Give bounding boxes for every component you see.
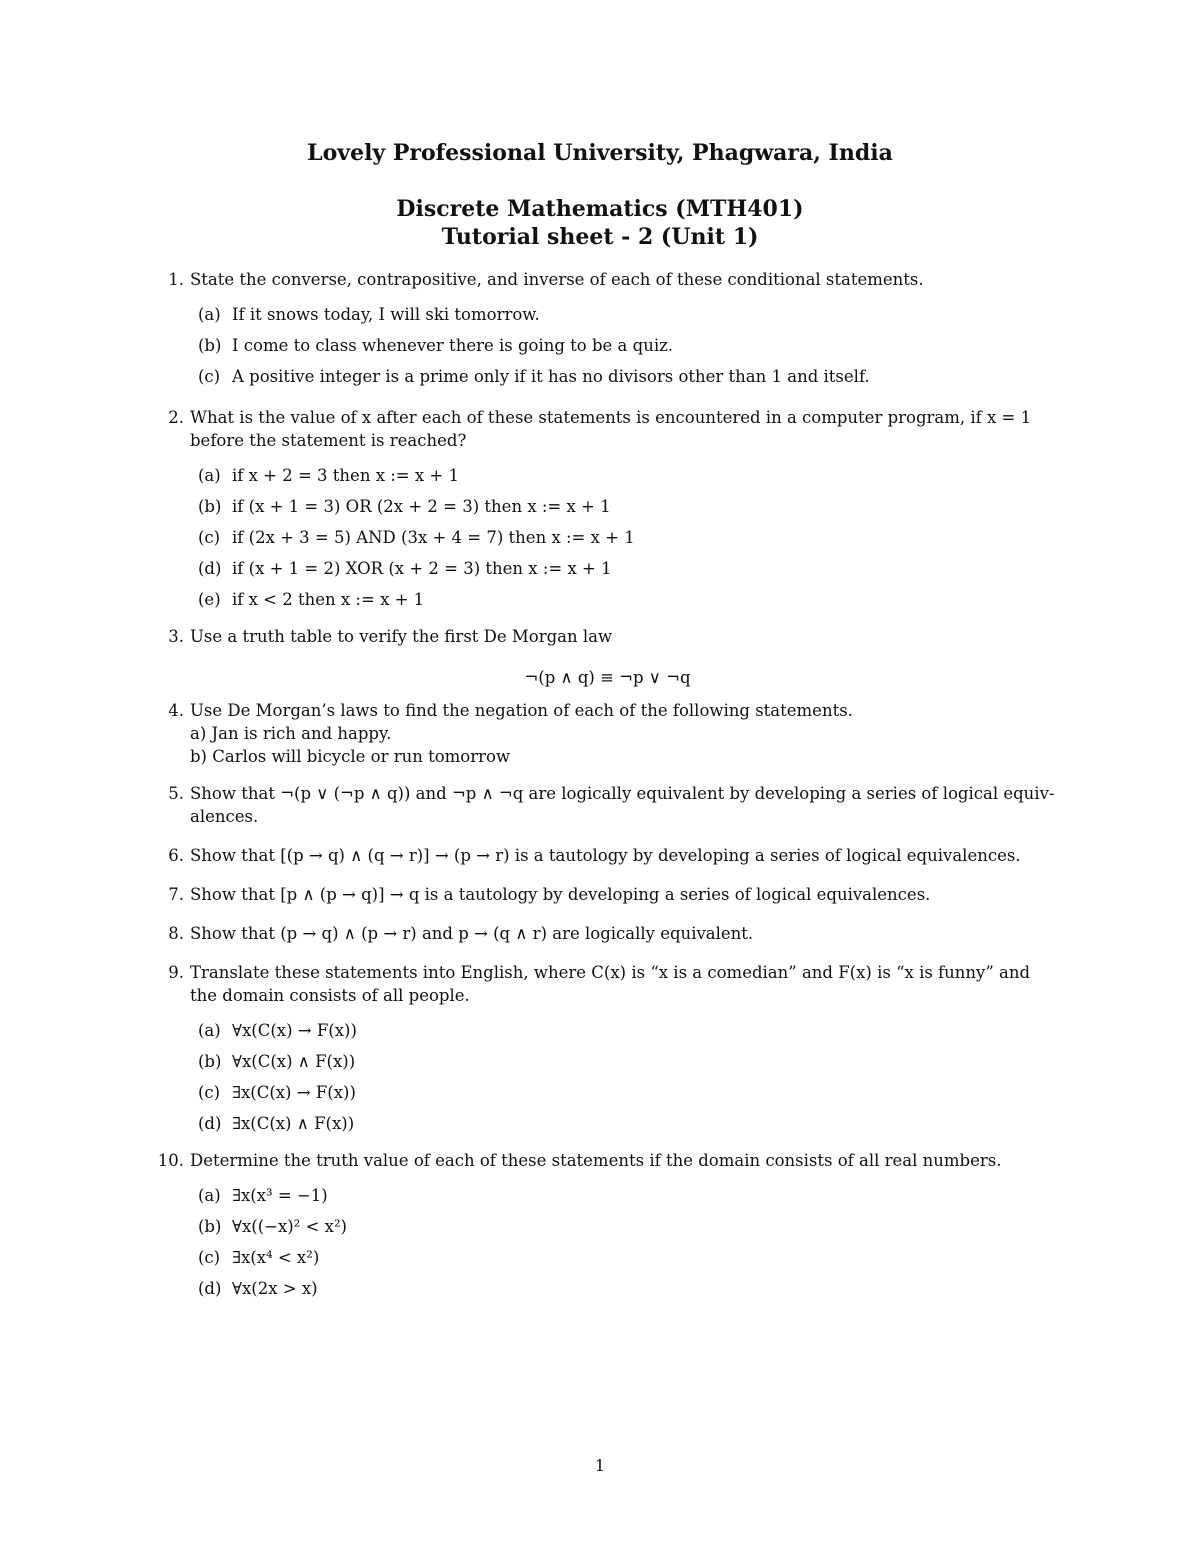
- subquestion-text: ∃x(C(x) → F(x)): [232, 1083, 356, 1102]
- subquestion-text: if x < 2 then x := x + 1: [232, 590, 425, 609]
- formula-display: ¬(p ∧ q) ≡ ¬p ∨ ¬q: [524, 668, 691, 687]
- question-5: [150, 782, 1065, 828]
- question-number: 2.: [168, 408, 184, 427]
- subquestion-text: if (x + 1 = 2) XOR (x + 2 = 3) then x := x + 1: [232, 559, 612, 578]
- question-text-line: Show that [p ∧ (p → q)] → q is a tautology by developing a series of logical equivalences.: [190, 885, 931, 904]
- subquestion: [190, 1050, 1065, 1073]
- question-text-line: What is the value of x after each of these statements is encountered in a computer program, if x = 1: [190, 408, 1032, 427]
- subquestion-label: (c): [198, 1248, 221, 1267]
- subquestion: [190, 1277, 1065, 1300]
- sheet-title: Tutorial sheet - 2 (Unit 1): [441, 224, 759, 250]
- subquestion-list: [190, 1019, 1065, 1135]
- subquestion-label: (e): [198, 590, 221, 609]
- question-list: [150, 268, 1065, 1312]
- subquestion-text: ∃x(C(x) ∧ F(x)): [232, 1114, 355, 1133]
- subquestion-label: (d): [198, 559, 222, 578]
- university-title: Lovely Professional University, Phagwara, India: [307, 140, 893, 166]
- question-text-line: Show that [(p → q) ∧ (q → r)] → (p → r) is a tautology by developing a series of logical equivalences.: [190, 846, 1021, 865]
- subquestion-text: if x + 2 = 3 then x := x + 1: [232, 466, 459, 485]
- question-text-line: Determine the truth value of each of these statements if the domain consists of all real numbers.: [190, 1151, 1002, 1170]
- question-number: 7.: [168, 885, 184, 904]
- subquestion-text: ∀x(C(x) ∧ F(x)): [232, 1052, 356, 1071]
- question-4: [150, 699, 1065, 768]
- question-text-line: State the converse, contrapositive, and inverse of each of these conditional statements.: [190, 270, 924, 289]
- subquestion: [190, 464, 1065, 487]
- question-8: [150, 922, 1065, 945]
- subquestion-text: if (2x + 3 = 5) AND (3x + 4 = 7) then x := x + 1: [232, 528, 635, 547]
- question-number: 3.: [168, 627, 184, 646]
- subquestion: [190, 526, 1065, 549]
- subquestion-label: (c): [198, 367, 221, 386]
- subquestion-label: (a): [198, 305, 221, 324]
- question-7: [150, 883, 1065, 906]
- question-number: 8.: [168, 924, 184, 943]
- question-text-line: Use De Morgan’s laws to find the negation of each of the following statements.: [190, 701, 853, 720]
- subquestion: [190, 1215, 1065, 1238]
- subquestion: [190, 495, 1065, 518]
- subquestion-label: (b): [198, 1217, 222, 1236]
- question-number: 10.: [157, 1151, 184, 1170]
- subquestion-text: A positive integer is a prime only if it has no divisors other than 1 and itself.: [232, 367, 870, 386]
- subquestion-label: (b): [198, 497, 222, 516]
- subquestion: [190, 588, 1065, 611]
- question-number: 9.: [168, 963, 184, 982]
- subquestion-list: [190, 464, 1065, 611]
- subquestion-text: ∃x(x⁴ < x²): [232, 1248, 320, 1267]
- subquestion: [190, 1112, 1065, 1135]
- subquestion: [190, 1246, 1065, 1269]
- subquestion-text: if (x + 1 = 3) OR (2x + 2 = 3) then x := x + 1: [232, 497, 611, 516]
- subquestion: [190, 557, 1065, 580]
- subquestion-label: (c): [198, 1083, 221, 1102]
- subquestion: [190, 1019, 1065, 1042]
- question-text-line: the domain consists of all people.: [190, 986, 470, 1005]
- subquestion: [190, 365, 1065, 388]
- question-text-line: Show that (p → q) ∧ (p → r) and p → (q ∧ r) are logically equivalent.: [190, 924, 754, 943]
- question-number: 1.: [168, 270, 184, 289]
- subquestion-text: ∀x((−x)² < x²): [232, 1217, 347, 1236]
- subquestion-label: (b): [198, 336, 222, 355]
- question-text-line: a) Jan is rich and happy.: [190, 724, 392, 743]
- subquestion-list: [190, 1184, 1065, 1300]
- subquestion: [190, 1184, 1065, 1207]
- subquestion-list: [190, 303, 1065, 388]
- subquestion-label: (a): [198, 1186, 221, 1205]
- question-10: [150, 1149, 1065, 1300]
- subquestion: [190, 334, 1065, 357]
- course-title: Discrete Mathematics (MTH401): [396, 196, 804, 222]
- subquestion-label: (a): [198, 466, 221, 485]
- question-number: 6.: [168, 846, 184, 865]
- question-number: 4.: [168, 701, 184, 720]
- subquestion-text: If it snows today, I will ski tomorrow.: [232, 305, 540, 324]
- question-text-line: before the statement is reached?: [190, 431, 467, 450]
- question-text-line: Translate these statements into English, where C(x) is “x is a comedian” and F(x) is “x is funny” and: [190, 963, 1031, 982]
- question-text-line: b) Carlos will bicycle or run tomorrow: [190, 747, 511, 766]
- subquestion-label: (c): [198, 528, 221, 547]
- question-1: [150, 268, 1065, 388]
- subquestion-label: (a): [198, 1021, 221, 1040]
- subquestion-label: (b): [198, 1052, 222, 1071]
- subquestion-label: (d): [198, 1279, 222, 1298]
- question-text-line: alences.: [190, 807, 259, 826]
- question-6: [150, 844, 1065, 867]
- question-9: [150, 961, 1065, 1135]
- question-number: 5.: [168, 784, 184, 803]
- subquestion-text: ∃x(x³ = −1): [232, 1186, 328, 1205]
- subquestion-text: I come to class whenever there is going to be a quiz.: [232, 336, 674, 355]
- subquestion: [190, 303, 1065, 326]
- subquestion-text: ∀x(C(x) → F(x)): [232, 1021, 357, 1040]
- question-3: [150, 625, 1065, 689]
- subquestion-text: ∀x(2x > x): [232, 1279, 318, 1298]
- page-number: 1: [594, 1456, 606, 1475]
- question-text-line: Use a truth table to verify the first De Morgan law: [190, 627, 613, 646]
- subquestion: [190, 1081, 1065, 1104]
- question-2: [150, 406, 1065, 611]
- subquestion-label: (d): [198, 1114, 222, 1133]
- question-text-line: Show that ¬(p ∨ (¬p ∧ q)) and ¬p ∧ ¬q are logically equivalent by developing a series of logical equiv-: [190, 784, 1055, 803]
